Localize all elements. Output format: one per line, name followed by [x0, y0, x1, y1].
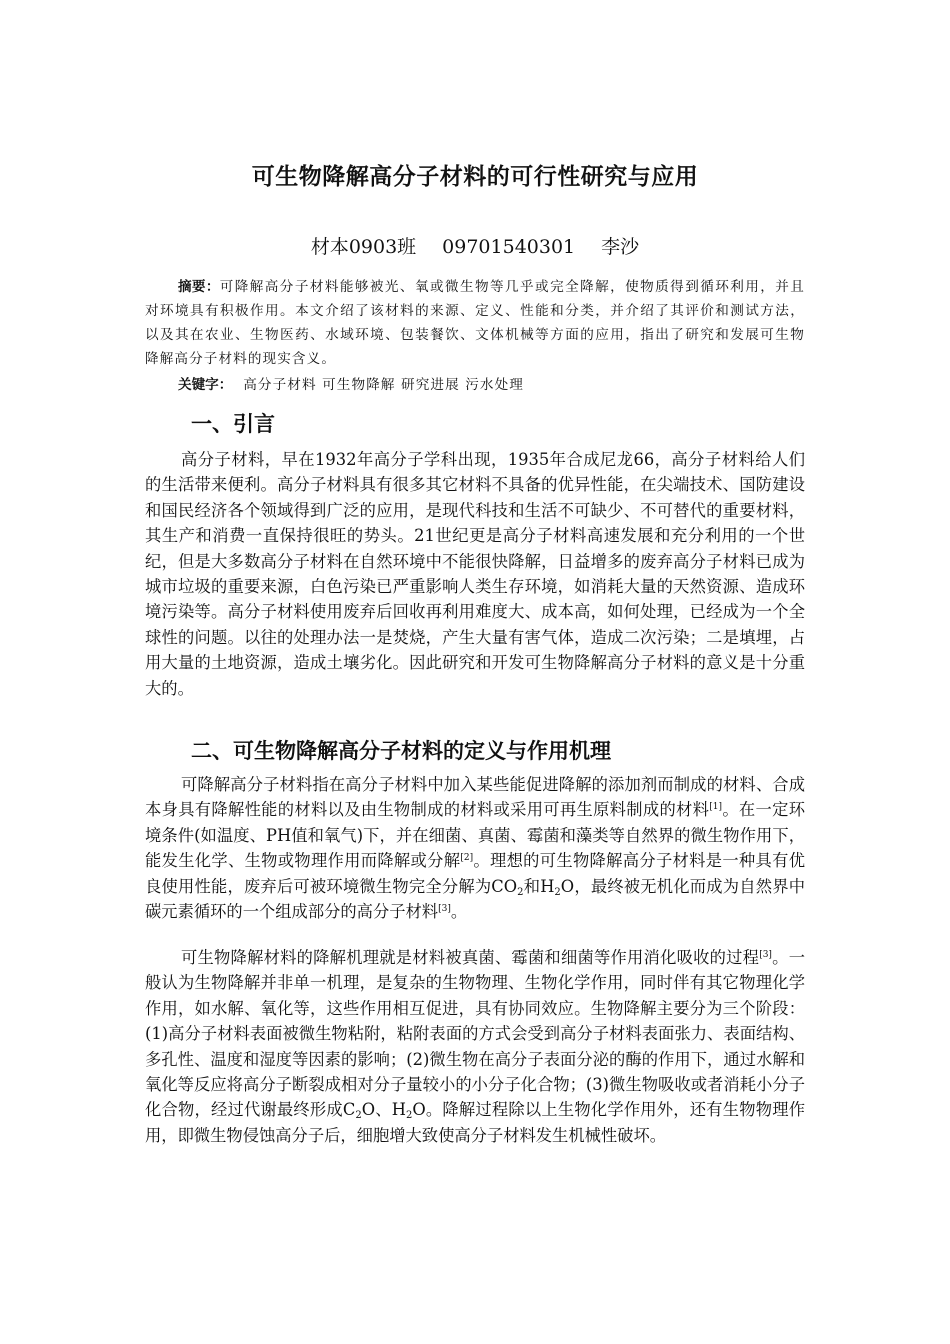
section-heading-definition: 二、可生物降解高分子材料的定义与作用机理: [191, 739, 611, 763]
abstract-label: 摘要：: [178, 279, 220, 295]
abstract: [145, 275, 805, 371]
citation-ref: [1]: [709, 802, 722, 813]
keywords-text: 高分子材料 可生物降解 研究进展 污水处理: [243, 377, 524, 393]
subscript: 2: [517, 886, 524, 898]
paper-title: 可生物降解高分子材料的可行性研究与应用: [251, 164, 699, 190]
citation-ref: [3]: [759, 950, 772, 960]
keywords: [145, 373, 805, 397]
mechanism-paragraph: 可生物降解材料的降解机理就是材料被真菌、霉菌和细菌等作用消化吸收的过程[3]。一般认为生物降解并非单一机理，是复杂的生物物理、生物化学作用，同时伴有其它物理化学作用，如水解、氧化等，这些作用相互促进，具有协同效应。生物降解主要分为三个阶段：(1)高分子材料表面被微生物粘附，粘附表面的方式会受到高分子材料表面张力、表面结构、多孔性、温度和湿度等因素的影响；(2)微生物在高分子表面分泌的酶的作用下，通过水解和氧化等反应将高分子断裂成相对分子量较小的小分子化合物；(3)微生物吸收或者消耗小分子化合物，经过代谢最终形成$C_2O$、$H_2O$。降解过程除以上生物化学作用外，还有生物物理作用，即微生物侵蚀高分子后，细胞增大致使高分子材料发生机械性破坏。: [145, 948, 805, 1145]
subscript: 2: [355, 1110, 362, 1122]
author-line: [145, 232, 805, 259]
introduction-paragraph: 高分子材料，早在1932年高分子学科出现，1935年合成尼龙66，高分子材料给人们的生活带来便利。高分子材料具有很多其它材料不具备的优异性能，在尖端技术、国防建设和国民经济各个领域得到广泛的应用，是现代科技和生活不可缺少、不可替代的重要材料，其生产和消费一直保持很旺的势头。21世纪更是高分子材料高速发展和充分利用的一个世纪，但是大多数高分子材料在自然环境中不能很快降解，日益增多的废弃高分子材料已成为城市垃圾的重要来源，白色污染已严重影响人类生存环境，如消耗大量的天然资源、造成环境污染等。高分子材料使用废弃后回收再利用难度大、成本高，如何处理，已经成为一个全球性的问题。以往的处理办法一是焚烧，产生大量有害气体，造成二次污染；二是填埋，占用大量的土地资源，造成土壤劣化。因此研究和开发可生物降解高分子材料的意义是十分重大的。: [145, 450, 805, 698]
definition-paragraph: 可降解高分子材料指在高分子材料中加入某些能促进降解的添加剂而制成的材料、合成本身具有降解性能的材料以及由生物制成的材料或采用可再生原料制成的材料[1]。在一定环境条件(如温度、PH值和氧气)下，并在细菌、真菌、霉菌和藻类等自然界的微生物作用下，能发生化学、生物或物理作用而降解或分解[2]。理想的可生物降解高分子材料是一种具有优良使用性能，废弃后可被环境微生物完全分解为$CO_2$和$H_2O$，最终被无机化而成为自然界中碳元素循环的一个组成部分的高分子材料[3]。: [145, 775, 806, 922]
subscript: 2: [554, 886, 561, 898]
section-heading-introduction: 一、引言: [191, 412, 275, 436]
author-name: 李沙: [601, 236, 640, 258]
author-class: 材本0903班: [310, 236, 417, 258]
abstract-text: 可降解高分子材料能够被光、氧或微生物等几乎或完全降解，使物质得到循环利用，并且对环境具有积极作用。本文介绍了该材料的来源、定义、性能和分类，并介绍了其评价和测试方法，以及其在农业、生物医药、水域环境、包装餐饮、文体机械等方面的应用，指出了研究和发展可生物降解高分子材料的现实含义。: [145, 279, 805, 367]
citation-ref: [2]: [460, 853, 474, 864]
keywords-label: 关键字：: [178, 377, 233, 393]
citation-ref: [3]: [438, 904, 451, 915]
subscript: 2: [405, 1110, 413, 1122]
author-student-id: 09701540301: [442, 236, 576, 258]
